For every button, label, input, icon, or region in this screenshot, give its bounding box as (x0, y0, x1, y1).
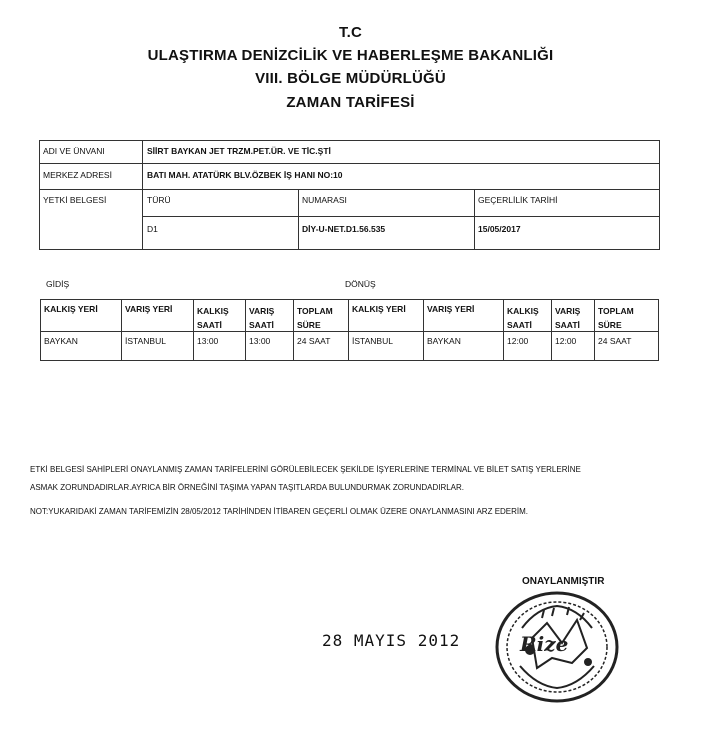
header-return-departure-place: KALKIŞ YERİ (352, 304, 406, 314)
cert-label: YETKİ BELGESİ (43, 195, 107, 205)
address-value: BATI MAH. ATATÜRK BLV.ÖZBEK İŞ HANI NO:10 (147, 170, 343, 180)
cell-return-arrival-place: BAYKAN (427, 336, 461, 346)
cell-departure-place: BAYKAN (44, 336, 78, 346)
number-label: NUMARASI (302, 195, 347, 205)
note-line-2: ASMAK ZORUNDADIRLAR.AYRICA BİR ÖRNEĞİNİ TAŞIMA YAPAN TAŞITLARDA BULUNDURMAK ZORUNDADIRLAR. (30, 483, 465, 492)
header-total-duration: TOPLAM SÜRE (297, 306, 333, 330)
header-region: VIII. BÖLGE MÜDÜRLÜĞÜ (255, 70, 446, 87)
validity-value: 15/05/2017 (478, 224, 521, 234)
validity-label: GEÇERLİLİK TARİHİ (478, 195, 558, 205)
return-label: DÖNÜŞ (345, 279, 376, 289)
header-return-total-duration: TOPLAM SÜRE (598, 306, 634, 330)
header-return-departure-time: KALKIŞ SAATİ (507, 306, 539, 330)
name-value: SİİRT BAYKAN JET TRZM.PET.ÜR. VE TİC.ŞTİ (147, 146, 331, 156)
header-arrival-time: VARIŞ SAATİ (249, 306, 275, 330)
cell-return-total-duration: 24 SAAT (598, 336, 632, 346)
approval-date: 28 MAYIS 2012 (322, 631, 461, 650)
stamp-text: Rize (520, 632, 569, 656)
cell-total-duration: 24 SAAT (297, 336, 331, 346)
header-tc: T.C (338, 24, 363, 41)
address-label: MERKEZ ADRESİ (43, 170, 112, 180)
outbound-label: GİDİŞ (46, 279, 70, 289)
header-arrival-place: VARIŞ YERİ (125, 304, 173, 314)
header-departure-time: KALKIŞ SAATİ (197, 306, 229, 330)
header-return-arrival-time: VARIŞ SAATİ (555, 306, 581, 330)
official-seal (492, 588, 622, 706)
cell-departure-time: 13:00 (197, 336, 219, 346)
note-line-3: NOT:YUKARIDAKİ ZAMAN TARİFEMİZİN 28/05/2012 TARİHİNDEN İTİBAREN GEÇERLİ OLMAK ÜZERE ONAYLANMASINI ARZ EDERİM. (30, 507, 529, 516)
approval-label: ONAYLANMIŞTIR (522, 576, 605, 587)
header-ministry: ULAŞTIRMA DENİZCİLİK VE HABERLEŞME BAKANLIĞI (147, 47, 554, 64)
header-title: ZAMAN TARİFESİ (286, 94, 415, 111)
cell-return-departure-time: 12:00 (507, 336, 529, 346)
cell-return-departure-place: İSTANBUL (352, 336, 393, 346)
type-label: TÜRÜ (147, 195, 171, 205)
name-label: ADI VE ÜNVANI (43, 146, 105, 156)
cell-return-arrival-time: 12:00 (555, 336, 577, 346)
cell-arrival-place: İSTANBUL (125, 336, 166, 346)
type-value: D1 (147, 224, 158, 234)
header-departure-place: KALKIŞ YERİ (44, 304, 98, 314)
cell-arrival-time: 13:00 (249, 336, 271, 346)
header-return-arrival-place: VARIŞ YERİ (427, 304, 475, 314)
note-line-1: ETKİ BELGESİ SAHİPLERİ ONAYLANMIŞ ZAMAN TARİFELERİNİ GÖRÜLEBİLECEK ŞEKİLDE İŞYERLERİNE TERMİNAL VE BİLET SATIŞ YERLERİNE (30, 465, 581, 474)
number-value: DİY-U-NET.D1.56.535 (302, 224, 386, 234)
